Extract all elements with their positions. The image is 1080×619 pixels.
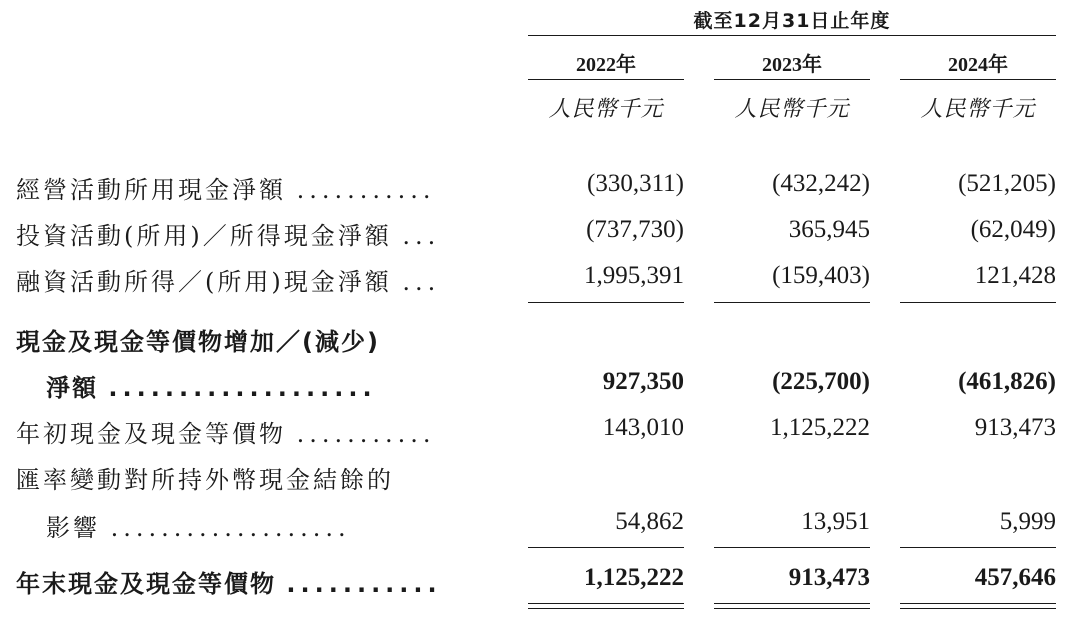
- year-header-2024: 2024年: [948, 54, 1008, 76]
- row-label-text: 現金及現金等價物增加／(減少): [16, 328, 380, 356]
- value-net-change-2023: (225,700): [772, 368, 870, 395]
- value-fx-effect-2022: 54,862: [615, 508, 684, 535]
- row-label-text: 匯率變動對所持外幣現金結餘的: [16, 466, 394, 494]
- value-investing-2024: (62,049): [970, 216, 1056, 243]
- leader-dots: ...........: [296, 420, 436, 448]
- value-net-change-2024: (461,826): [958, 368, 1056, 395]
- total-top-rule-2024: [900, 547, 1056, 548]
- value-net-change-2022: 927,350: [602, 368, 684, 395]
- value-fx-effect-2023: 13,951: [801, 508, 870, 535]
- leader-dots: ...........: [286, 570, 442, 598]
- year-underline-2022: [528, 79, 684, 80]
- row-label-investing: [16, 216, 440, 251]
- row-label-text: 年末現金及現金等價物: [16, 570, 276, 598]
- year-underline-2024: [900, 79, 1056, 80]
- value-closing-cash-2023: 913,473: [788, 564, 870, 591]
- total-double-rule-2022-a: [528, 603, 684, 604]
- value-operating-2024: (521,205): [958, 170, 1056, 197]
- value-closing-cash-2022: 1,125,222: [584, 564, 684, 591]
- row-label-text: 淨額: [46, 374, 98, 402]
- value-opening-cash-2024: 913,473: [974, 414, 1056, 441]
- value-opening-cash-2023: 1,125,222: [770, 414, 870, 441]
- row-label-text: 年初現金及現金等價物: [16, 420, 286, 448]
- total-double-rule-2022-b: [528, 608, 684, 609]
- leader-dots: ...: [402, 268, 441, 296]
- leader-dots: ...................: [108, 374, 377, 402]
- value-closing-cash-2024: 457,646: [974, 564, 1056, 591]
- value-operating-2022: (330,311): [587, 170, 684, 197]
- total-top-rule-2022: [528, 547, 684, 548]
- period-header: 截至12月31日止年度: [693, 10, 891, 32]
- row-label-operating: [16, 170, 436, 205]
- value-operating-2023: (432,242): [772, 170, 870, 197]
- row-label-fx-effect-heading: [16, 460, 394, 495]
- row-label-text: 投資活動(所用)／所得現金淨額: [16, 222, 392, 250]
- currency-unit-2023: 人民幣千元: [734, 97, 850, 122]
- row-label-text: 影響: [46, 514, 100, 542]
- row-label-closing-cash: [16, 564, 442, 599]
- period-underline: [528, 35, 1056, 36]
- total-double-rule-2024-a: [900, 603, 1056, 604]
- row-label-fx-effect: [46, 508, 351, 543]
- year-header-2022: 2022年: [576, 54, 636, 76]
- year-header-2023: 2023年: [762, 54, 822, 76]
- row-label-text: 經營活動所用現金淨額: [16, 176, 286, 204]
- value-financing-2022: 1,995,391: [584, 262, 684, 289]
- row-label-financing: [16, 262, 440, 297]
- leader-dots: ...................: [110, 514, 351, 542]
- subtotal-rule-2022: [528, 302, 684, 303]
- value-investing-2022: (737,730): [586, 216, 684, 243]
- row-label-opening-cash: [16, 414, 436, 449]
- subtotal-rule-2023: [714, 302, 870, 303]
- total-double-rule-2023-b: [714, 608, 870, 609]
- value-fx-effect-2024: 5,999: [999, 508, 1056, 535]
- leader-dots: ...: [402, 222, 441, 250]
- value-investing-2023: 365,945: [788, 216, 870, 243]
- row-label-net-change-heading: [16, 322, 380, 357]
- currency-unit-2024: 人民幣千元: [920, 97, 1036, 122]
- row-label-text: 融資活動所得／(所用)現金淨額: [16, 268, 392, 296]
- year-underline-2023: [714, 79, 870, 80]
- total-double-rule-2024-b: [900, 608, 1056, 609]
- currency-unit-2022: 人民幣千元: [548, 97, 664, 122]
- value-opening-cash-2022: 143,010: [602, 414, 684, 441]
- leader-dots: ...........: [296, 176, 436, 204]
- total-double-rule-2023-a: [714, 603, 870, 604]
- value-financing-2023: (159,403): [772, 262, 870, 289]
- row-label-net-change: [46, 368, 377, 403]
- value-financing-2024: 121,428: [974, 262, 1056, 289]
- total-top-rule-2023: [714, 547, 870, 548]
- subtotal-rule-2024: [900, 302, 1056, 303]
